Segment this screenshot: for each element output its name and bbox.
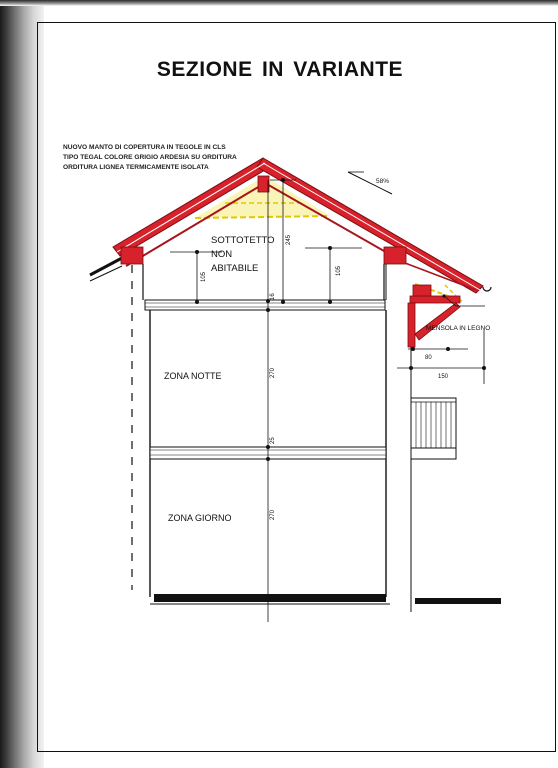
room-night-zone: ZONA NOTTE — [164, 371, 222, 381]
dim-night-height: 270 — [270, 367, 276, 378]
attic-slab — [145, 300, 385, 310]
room-day-zone: ZONA GIORNO — [168, 513, 232, 523]
dim-bracket-depth: 80 — [425, 355, 432, 361]
wooden-bracket — [408, 285, 490, 347]
dim-day-height: 270 — [270, 509, 276, 520]
roof — [113, 158, 491, 293]
room-attic-line-3: ABITABILE — [211, 263, 259, 274]
roof-note-line-3: ORDITURA LIGNEA TERMICAMENTE ISOLATA — [63, 164, 209, 171]
slope-indicator — [348, 172, 392, 194]
dim-middle-slab: 25 — [270, 437, 276, 444]
room-attic-line-1: SOTTOTETTO — [211, 235, 275, 246]
ground-slab — [150, 594, 501, 604]
dim-attic-ridge-height: 245 — [286, 234, 292, 245]
bracket-label: MENSOLA IN LEGNO — [426, 325, 491, 332]
dim-attic-height-right: 105 — [336, 265, 342, 276]
dim-attic-height-left: 105 — [201, 271, 207, 282]
left-eave-gutter — [90, 258, 122, 275]
dim-overhang: 150 — [438, 374, 449, 380]
ridge-beam — [258, 176, 269, 192]
left-wall-plate — [121, 247, 143, 264]
balcony-railing — [411, 398, 456, 459]
dim-upper-slab: 16 — [270, 293, 276, 300]
roof-note-line-1: NUOVO MANTO DI COPERTURA IN TEGOLE IN CLS — [63, 144, 226, 151]
right-wall-plate — [384, 247, 406, 264]
roof-note-line-2: TIPO TEGAL COLORE GRIGIO ARDESIA SU ORDITURA — [63, 154, 237, 161]
drawing-title: SEZIONE IN VARIANTE — [156, 58, 404, 81]
room-attic-line-2: NON — [211, 249, 233, 260]
slope-label: 58% — [376, 178, 390, 185]
